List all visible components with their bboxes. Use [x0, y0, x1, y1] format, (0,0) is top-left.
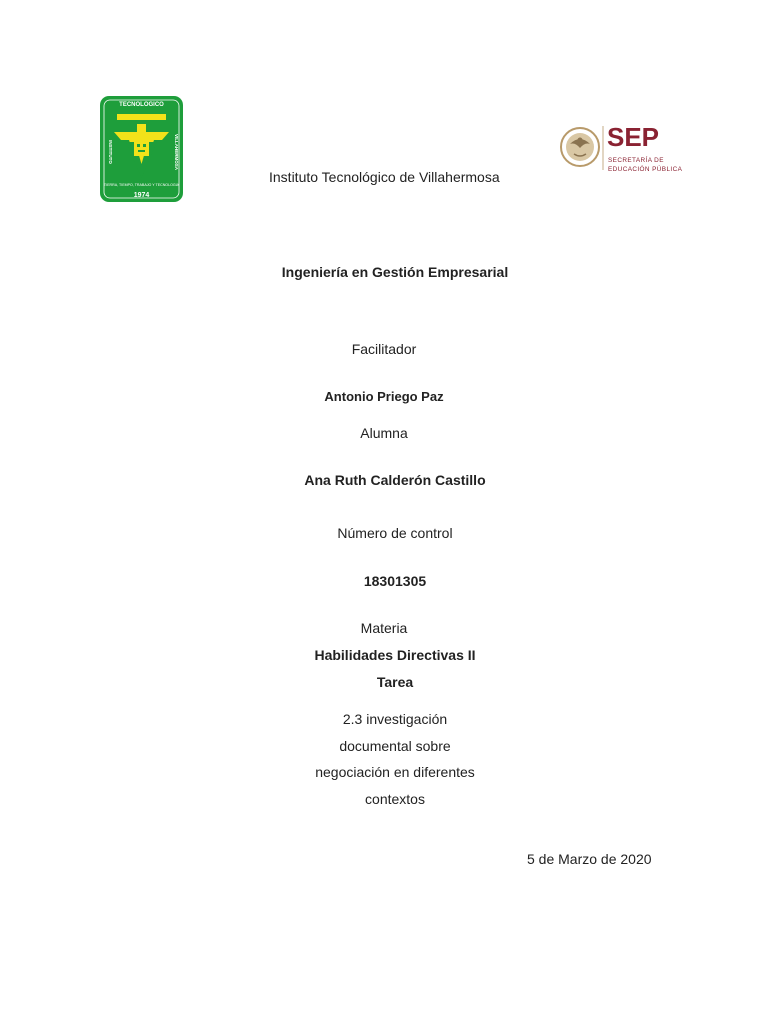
task-line: negociación en diferentes [315, 764, 475, 780]
sep-subtitle-2: EDUCACIÓN PÚBLICA [608, 166, 683, 173]
task-line: 2.3 investigación [342, 711, 448, 727]
facilitator-label: Facilitador [351, 341, 417, 357]
itvh-logo [100, 96, 183, 202]
document-date: 5 de Marzo de 2020 [527, 851, 652, 867]
career-title: Ingeniería en Gestión Empresarial [281, 264, 509, 280]
itvh-right-text: VILLAHERMOSA [174, 134, 179, 170]
student-name: Ana Ruth Calderón Castillo [304, 472, 486, 488]
sep-subtitle-1: SECRETARÍA DE [608, 157, 664, 164]
itvh-bottom-text: TIERRA, TIEMPO, TRABAJO Y TECNOLOGIA [103, 183, 180, 187]
task-line: documental sobre [339, 738, 451, 754]
facilitator-name: Antonio Priego Paz [324, 389, 444, 404]
sep-title: SEP [607, 122, 660, 152]
control-number-label: Número de control [337, 525, 453, 541]
eagle-seal-icon [561, 128, 599, 166]
subject-name: Habilidades Directivas II [314, 647, 476, 663]
itvh-left-text: INSTITUTO [108, 140, 113, 164]
control-number: 18301305 [363, 573, 427, 589]
task-line: contextos [365, 791, 425, 807]
subject-label: Materia [360, 620, 408, 636]
student-label: Alumna [360, 425, 408, 441]
sep-logo [558, 118, 690, 176]
task-label: Tarea [376, 674, 414, 690]
itvh-top-text: TECNOLOGICO [119, 102, 164, 108]
itvh-year: 1974 [133, 192, 150, 199]
institution-name: Instituto Tecnológico de Villahermosa [269, 169, 500, 185]
